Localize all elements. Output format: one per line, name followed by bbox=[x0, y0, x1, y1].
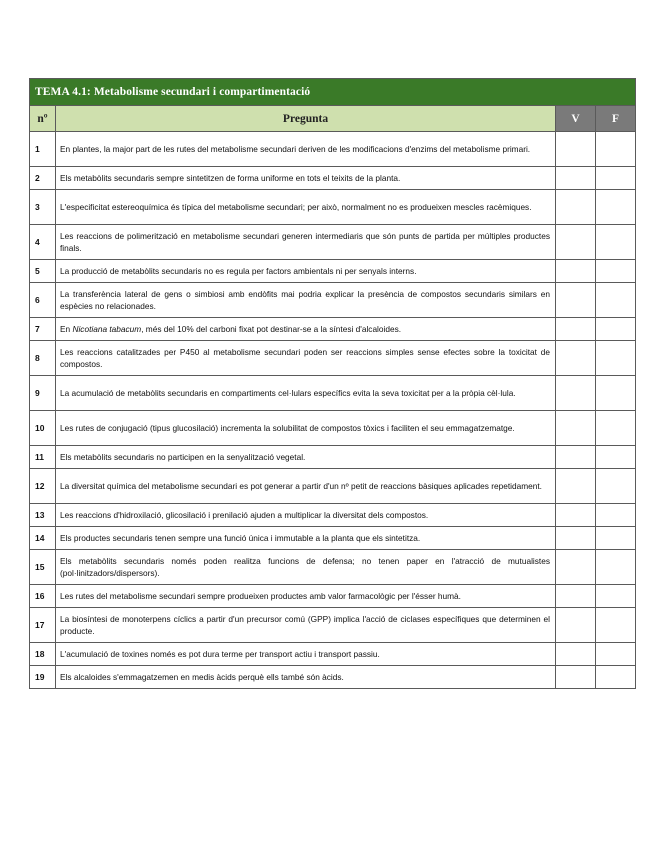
question-text bbox=[56, 376, 556, 411]
question-text-part: , més del 10% del carboni fixat pot destinar-se a la síntesi d'alcaloides. bbox=[141, 324, 402, 334]
question-text bbox=[56, 608, 556, 643]
question-text bbox=[56, 260, 556, 283]
question-text bbox=[56, 341, 556, 376]
question-text-part: Els metabòlits secundaris només poden realitza funcions de defensa; no tenen paper en l'atracció de mutualistes (pol·linitzadors/dispersors). bbox=[60, 556, 550, 578]
question-text-part: Els productes secundaris tenen sempre una funció única i immutable a la planta que els sintetitza. bbox=[60, 533, 421, 543]
false-answer-cell[interactable] bbox=[596, 167, 636, 190]
true-answer-cell[interactable] bbox=[556, 411, 596, 446]
true-answer-cell[interactable] bbox=[556, 283, 596, 318]
question-text-part: En bbox=[60, 324, 73, 334]
false-answer-cell[interactable] bbox=[596, 341, 636, 376]
true-answer-cell[interactable] bbox=[556, 643, 596, 666]
false-answer-cell[interactable] bbox=[596, 666, 636, 689]
question-text bbox=[56, 585, 556, 608]
question-number: 13 bbox=[30, 504, 56, 527]
question-number: 15 bbox=[30, 550, 56, 585]
table-row bbox=[30, 585, 636, 608]
true-answer-cell[interactable] bbox=[556, 167, 596, 190]
question-number: 3 bbox=[30, 190, 56, 225]
table-row bbox=[30, 318, 636, 341]
question-number: 2 bbox=[30, 167, 56, 190]
question-text bbox=[56, 318, 556, 341]
question-text-part: La diversitat química del metabolisme secundari es pot generar a partir d'un nº petit de reaccions bàsiques aplicades repetidament. bbox=[60, 481, 542, 491]
question-text bbox=[56, 504, 556, 527]
table-row bbox=[30, 260, 636, 283]
false-answer-cell[interactable] bbox=[596, 504, 636, 527]
false-answer-cell[interactable] bbox=[596, 608, 636, 643]
true-answer-cell[interactable] bbox=[556, 190, 596, 225]
table-row bbox=[30, 132, 636, 167]
question-number: 6 bbox=[30, 283, 56, 318]
question-number: 4 bbox=[30, 225, 56, 260]
true-answer-cell[interactable] bbox=[556, 376, 596, 411]
question-text-part: La producció de metabòlits secundaris no es regula per factors ambientals ni per senyals interns. bbox=[60, 266, 417, 276]
table-row bbox=[30, 446, 636, 469]
question-text bbox=[56, 643, 556, 666]
true-answer-cell[interactable] bbox=[556, 527, 596, 550]
true-answer-cell[interactable] bbox=[556, 132, 596, 167]
false-answer-cell[interactable] bbox=[596, 469, 636, 504]
table-row bbox=[30, 283, 636, 318]
true-answer-cell[interactable] bbox=[556, 318, 596, 341]
false-answer-cell[interactable] bbox=[596, 643, 636, 666]
quiz-table bbox=[29, 78, 636, 689]
true-answer-cell[interactable] bbox=[556, 469, 596, 504]
question-number: 12 bbox=[30, 469, 56, 504]
question-text bbox=[56, 411, 556, 446]
question-text bbox=[56, 132, 556, 167]
question-text-part: Els alcaloides s'emmagatzemen en medis àcids perquè ells també són àcids. bbox=[60, 672, 344, 682]
false-answer-cell[interactable] bbox=[596, 318, 636, 341]
table-row bbox=[30, 608, 636, 643]
table-row bbox=[30, 469, 636, 504]
table-title: TEMA 4.1: Metabolisme secundari i compartimentació bbox=[30, 79, 636, 106]
table-row bbox=[30, 527, 636, 550]
question-text bbox=[56, 469, 556, 504]
table-row bbox=[30, 643, 636, 666]
question-number: 7 bbox=[30, 318, 56, 341]
number-column-header: nº bbox=[30, 106, 56, 132]
question-number: 11 bbox=[30, 446, 56, 469]
question-column-header: Pregunta bbox=[56, 106, 556, 132]
question-text bbox=[56, 666, 556, 689]
question-text-italic: Nicotiana tabacum bbox=[72, 324, 142, 334]
question-text-part: Els metabòlits secundaris sempre sintetitzen de forma uniforme en tots el teixits de la planta. bbox=[60, 173, 401, 183]
question-number: 8 bbox=[30, 341, 56, 376]
title-row bbox=[30, 79, 636, 106]
question-number: 19 bbox=[30, 666, 56, 689]
table-row bbox=[30, 550, 636, 585]
question-text-part: Les reaccions de polimerització en metabolisme secundari generen intermediaris que són punts de partida per múltiples productes finals. bbox=[60, 231, 550, 253]
true-answer-cell[interactable] bbox=[556, 504, 596, 527]
false-answer-cell[interactable] bbox=[596, 132, 636, 167]
question-text bbox=[56, 225, 556, 260]
table-row bbox=[30, 376, 636, 411]
question-text-part: En plantes, la major part de les rutes del metabolisme secundari deriven de les modificacions d'enzims del metabolisme primari. bbox=[60, 144, 531, 154]
question-number: 14 bbox=[30, 527, 56, 550]
question-text bbox=[56, 190, 556, 225]
question-text-part: La biosíntesi de monoterpens cíclics a partir d'un precursor comú (GPP) implica l'acció de ciclases específiques que determinen el producte. bbox=[60, 614, 550, 636]
table-row bbox=[30, 666, 636, 689]
question-text bbox=[56, 446, 556, 469]
question-text bbox=[56, 527, 556, 550]
question-text-part: Les rutes de conjugació (tipus glucosilació) incrementa la solubilitat de compostos tòxics i faciliten el seu emmagatzematge. bbox=[60, 423, 515, 433]
true-answer-cell[interactable] bbox=[556, 550, 596, 585]
table-row bbox=[30, 341, 636, 376]
false-answer-cell[interactable] bbox=[596, 411, 636, 446]
true-answer-cell[interactable] bbox=[556, 225, 596, 260]
question-text-part: Les reaccions d'hidroxilació, glicosilació i prenilació ajuden a multiplicar la diversitat dels compostos. bbox=[60, 510, 429, 520]
table-row bbox=[30, 190, 636, 225]
question-text-part: L'especificitat estereoquímica és típica del metabolisme secundari; per això, normalment no es produeixen mescles racèmiques. bbox=[60, 202, 532, 212]
table-row bbox=[30, 167, 636, 190]
false-answer-cell[interactable] bbox=[596, 225, 636, 260]
table-row bbox=[30, 411, 636, 446]
true-answer-cell[interactable] bbox=[556, 260, 596, 283]
question-number: 18 bbox=[30, 643, 56, 666]
false-answer-cell[interactable] bbox=[596, 550, 636, 585]
true-column-header: V bbox=[556, 106, 596, 132]
true-answer-cell[interactable] bbox=[556, 446, 596, 469]
question-number: 16 bbox=[30, 585, 56, 608]
question-text-part: La acumulació de metabòlits secundaris en compartiments cel·lulars específics evita la seva toxicitat per a la pròpia cèl·lula. bbox=[60, 388, 516, 398]
question-text-part: Les rutes del metabolisme secundari sempre produeixen productes amb valor farmacològic per l'ésser humà. bbox=[60, 591, 461, 601]
false-answer-cell[interactable] bbox=[596, 283, 636, 318]
question-number: 5 bbox=[30, 260, 56, 283]
table-row bbox=[30, 504, 636, 527]
question-rows bbox=[30, 132, 636, 689]
false-answer-cell[interactable] bbox=[596, 190, 636, 225]
false-answer-cell[interactable] bbox=[596, 585, 636, 608]
question-text bbox=[56, 550, 556, 585]
question-text-part: Els metabòlits secundaris no participen en la senyalització vegetal. bbox=[60, 452, 306, 462]
true-answer-cell[interactable] bbox=[556, 585, 596, 608]
question-number: 17 bbox=[30, 608, 56, 643]
question-text-part: L'acumulació de toxines només es pot dura terme per transport actiu i transport passiu. bbox=[60, 649, 380, 659]
table-row bbox=[30, 225, 636, 260]
false-answer-cell[interactable] bbox=[596, 260, 636, 283]
question-text-part: Les reaccions catalitzades per P450 al metabolisme secundari poden ser reaccions simples sense efectes sobre la toxicitat de compostos. bbox=[60, 347, 550, 369]
question-number: 10 bbox=[30, 411, 56, 446]
false-answer-cell[interactable] bbox=[596, 446, 636, 469]
false-answer-cell[interactable] bbox=[596, 527, 636, 550]
question-number: 9 bbox=[30, 376, 56, 411]
header-row bbox=[30, 106, 636, 132]
true-answer-cell[interactable] bbox=[556, 341, 596, 376]
true-answer-cell[interactable] bbox=[556, 608, 596, 643]
question-number: 1 bbox=[30, 132, 56, 167]
question-text-part: La transferència lateral de gens o simbiosi amb endòfits mai podria explicar la presència de compostos secundaris similars en espècies no relacionades. bbox=[60, 289, 550, 311]
question-text bbox=[56, 167, 556, 190]
question-text bbox=[56, 283, 556, 318]
false-column-header: F bbox=[596, 106, 636, 132]
true-answer-cell[interactable] bbox=[556, 666, 596, 689]
false-answer-cell[interactable] bbox=[596, 376, 636, 411]
